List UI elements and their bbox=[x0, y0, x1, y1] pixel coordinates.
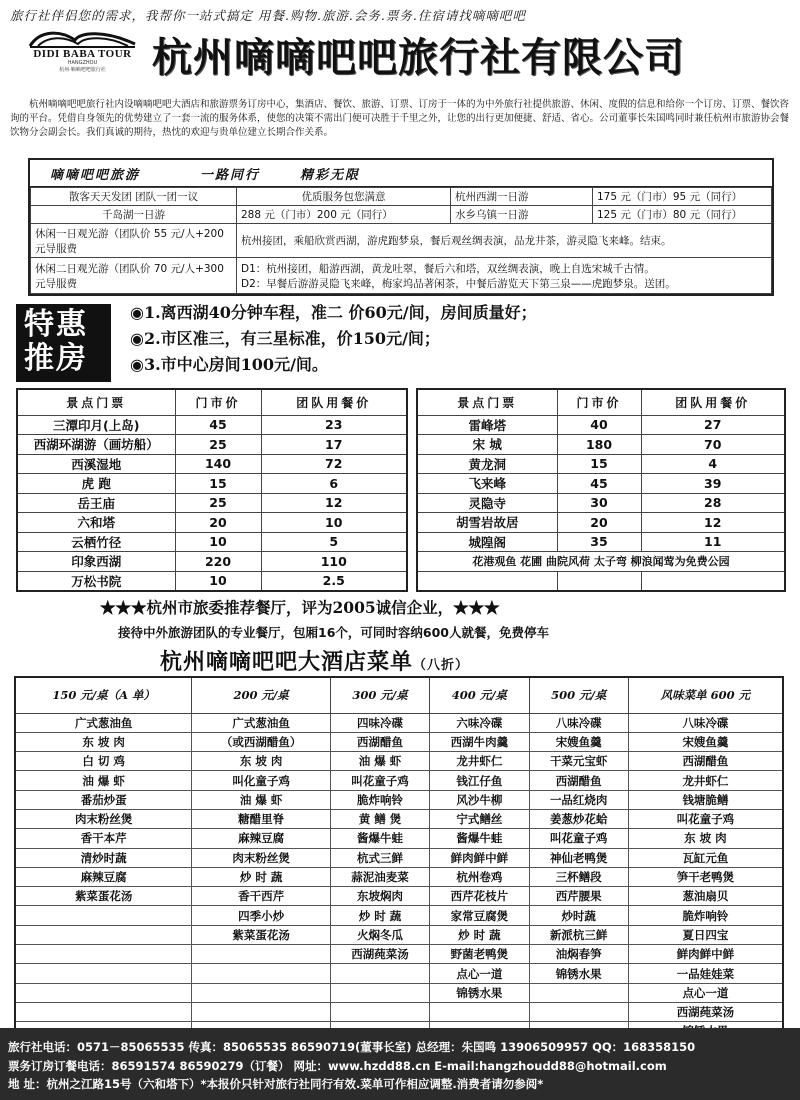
table-row bbox=[31, 258, 772, 294]
special-item: ◉1.离西湖40分钟车程，准二 价60元/间，房间质量好； bbox=[130, 303, 537, 322]
menu-item: 酱爆牛蛙 bbox=[330, 829, 429, 848]
menu-item bbox=[529, 1002, 628, 1021]
tours-cell: 288 元（门市）200 元（同行） bbox=[237, 206, 451, 224]
tagline: 旅行社伴侣您的需求，我帮你一站式搞定 用餐.购物.旅游.会务.票务.住宿请找嘀嘀吧吧 bbox=[10, 8, 526, 23]
menu-item: 点心一道 bbox=[628, 983, 783, 1002]
table-row bbox=[15, 790, 783, 809]
menu-item: 六味冷碟 bbox=[430, 713, 529, 732]
menu-title-text: 杭州嘀嘀吧吧大酒店菜单 bbox=[160, 649, 414, 675]
table-row bbox=[17, 552, 407, 572]
tours-header bbox=[30, 160, 772, 187]
price-cell-name: 宋 城 bbox=[417, 435, 557, 455]
restaurant-subline: 接待中外旅游团队的专业餐厅，包厢16个，可同时容纳600人就餐，免费停车 bbox=[118, 625, 549, 640]
col-header-spot: 景点门票 bbox=[17, 389, 175, 415]
price-cell-gate: 25 bbox=[175, 435, 261, 455]
price-cell-group: 2.5 bbox=[261, 571, 407, 591]
tours-cell bbox=[237, 258, 772, 294]
price-cell-group: 5 bbox=[261, 532, 407, 552]
menu-item: 酱爆牛蛙 bbox=[430, 829, 529, 848]
menu-item: 紫菜蛋花汤 bbox=[192, 925, 330, 944]
menu-item: 四季小炒 bbox=[192, 906, 330, 925]
menu-item bbox=[330, 983, 429, 1002]
table-row bbox=[15, 1002, 783, 1021]
menu-col-header: 200 元/桌 bbox=[192, 677, 330, 713]
tours-cell: 杭州接团，乘船欣赏西湖，游虎跑梦泉，餐后观丝绸表演，品龙井茶，游灵隐飞来峰。结束。 bbox=[237, 224, 772, 258]
menu-col-header: 400 元/桌 bbox=[430, 677, 529, 713]
special-offer-badge bbox=[16, 304, 111, 382]
menu-item: 龙井虾仁 bbox=[628, 771, 783, 790]
menu-item: 夏日四宝 bbox=[628, 925, 783, 944]
table-row bbox=[417, 513, 785, 533]
table-row bbox=[17, 454, 407, 474]
tours-grid bbox=[30, 187, 772, 294]
col-header-group: 团队用餐价 bbox=[641, 389, 785, 415]
company-logo bbox=[20, 28, 145, 80]
menu-item: 油焖春笋 bbox=[529, 945, 628, 964]
menu-item: 西湖莼菜汤 bbox=[330, 945, 429, 964]
price-cell-name: 雷峰塔 bbox=[417, 415, 557, 435]
menu-item bbox=[529, 983, 628, 1002]
tours-cell: 散客天天发团 团队一团一议 bbox=[31, 188, 237, 206]
table-row bbox=[15, 887, 783, 906]
menu-item: 火焖冬瓜 bbox=[330, 925, 429, 944]
empty-cell bbox=[641, 571, 785, 591]
footer-contact bbox=[0, 1028, 800, 1100]
menu-item: 东 坡 肉 bbox=[628, 829, 783, 848]
menu-item: 东 坡 肉 bbox=[192, 752, 330, 771]
col-header-gate: 门市价 bbox=[557, 389, 641, 415]
menu-item: 东 坡 肉 bbox=[15, 732, 192, 751]
table-row bbox=[417, 454, 785, 474]
menu-item: 杭州卷鸡 bbox=[430, 867, 529, 886]
ticket-price-table-left bbox=[16, 388, 408, 592]
price-cell-gate: 15 bbox=[175, 474, 261, 494]
menu-item: 风沙牛柳 bbox=[430, 790, 529, 809]
special-item: ◉3.市中心房间100元/间。 bbox=[130, 355, 328, 374]
col-header-spot: 景点门票 bbox=[417, 389, 557, 415]
table-row bbox=[17, 474, 407, 494]
table-row bbox=[15, 771, 783, 790]
menu-item: 叫花童子鸡 bbox=[628, 809, 783, 828]
menu-item: 西芹花枝片 bbox=[430, 887, 529, 906]
menu-item: 香干本芹 bbox=[15, 829, 192, 848]
table-row bbox=[15, 809, 783, 828]
price-cell-name: 飞来峰 bbox=[417, 474, 557, 494]
price-cell-gate: 40 bbox=[557, 415, 641, 435]
logo-tiny: 杭州·嘀嘀吧吧旅行社 bbox=[59, 67, 106, 73]
table-row bbox=[417, 552, 785, 572]
price-cell-gate: 140 bbox=[175, 454, 261, 474]
menu-item: 新派杭三鲜 bbox=[529, 925, 628, 944]
table-row bbox=[15, 713, 783, 732]
price-cell-group: 70 bbox=[641, 435, 785, 455]
tours-table bbox=[28, 158, 774, 296]
menu-item: 番茄炒蛋 bbox=[15, 790, 192, 809]
price-cell-group: 12 bbox=[261, 493, 407, 513]
menu-item: 叫花童子鸡 bbox=[529, 829, 628, 848]
table-row bbox=[17, 571, 407, 591]
price-cell-gate: 45 bbox=[175, 415, 261, 435]
menu-item: 锦锈水果 bbox=[430, 983, 529, 1002]
menu-item: 西湖莼菜汤 bbox=[628, 1002, 783, 1021]
table-row bbox=[17, 415, 407, 435]
table-row bbox=[17, 493, 407, 513]
menu-item: 炒时蔬 bbox=[529, 906, 628, 925]
menu-item: 点心一道 bbox=[430, 964, 529, 983]
price-cell-name: 印象西湖 bbox=[17, 552, 175, 572]
menu-item: 家常豆腐煲 bbox=[430, 906, 529, 925]
tours-cell: 杭州西湖一日游 bbox=[451, 188, 593, 206]
menu-item: 一品红烧肉 bbox=[529, 790, 628, 809]
menu-col-header: 150 元/桌（A 单） bbox=[15, 677, 192, 713]
price-cell-name: 六和塔 bbox=[17, 513, 175, 533]
menu-item: 八味冷碟 bbox=[628, 713, 783, 732]
table-row bbox=[15, 732, 783, 751]
special-item: ◉2.市区准三，有三星标准，价150元/间； bbox=[130, 329, 440, 348]
menu-item: 一品娃娃菜 bbox=[628, 964, 783, 983]
restaurant-headline: ★★★杭州市旅委推荐餐厅，评为2005诚信企业，★★★ bbox=[100, 598, 500, 617]
special-offer-list bbox=[130, 300, 790, 378]
price-cell-group: 17 bbox=[261, 435, 407, 455]
menu-item bbox=[192, 945, 330, 964]
menu-item bbox=[192, 964, 330, 983]
menu-item: 姜葱炒花蛤 bbox=[529, 809, 628, 828]
menu-discount: （八折） bbox=[413, 658, 470, 673]
menu-item: 油 爆 虾 bbox=[330, 752, 429, 771]
free-park-note: 花港观鱼 花圃 曲院风荷 太子弯 柳浪闻莺为免费公园 bbox=[417, 552, 785, 572]
tours-cell: 175 元（门市）95 元（同行） bbox=[593, 188, 772, 206]
table-row bbox=[417, 415, 785, 435]
menu-item: 炒 时 蔬 bbox=[430, 925, 529, 944]
menu-item: 叫化童子鸡 bbox=[192, 771, 330, 790]
table-row bbox=[15, 925, 783, 944]
price-cell-gate: 30 bbox=[557, 493, 641, 513]
menu-col-header: 500 元/桌 bbox=[529, 677, 628, 713]
tours-cell: 休闲二日观光游（团队价 70 元/人+300 元导服费 bbox=[31, 258, 237, 294]
price-cell-group: 10 bbox=[261, 513, 407, 533]
menu-item: 蒜泥油麦菜 bbox=[330, 867, 429, 886]
footer-line: 地 址：杭州之江路15号（六和塔下）*本报价只针对旅行社同行有效.菜单可作相应调整.消费者请勿参阅* bbox=[8, 1077, 544, 1091]
menu-item: 油 爆 虾 bbox=[15, 771, 192, 790]
menu-item: 宋嫂鱼羹 bbox=[628, 732, 783, 751]
col-header-gate: 门市价 bbox=[175, 389, 261, 415]
tours-desc-line: D2：早餐后游游灵隐飞来峰，梅家坞品著闲茶，中餐后游览天下第三泉——虎跑梦泉。送团。 bbox=[241, 277, 676, 290]
menu-item bbox=[15, 945, 192, 964]
tours-header-a: 嘀嘀吧吧旅游 bbox=[50, 167, 141, 183]
menu-item: 肉末粉丝煲 bbox=[15, 809, 192, 828]
price-cell-group: 72 bbox=[261, 454, 407, 474]
menu-item: （或西湖醋鱼） bbox=[192, 732, 330, 751]
tours-header-b: 一路同行 bbox=[200, 167, 261, 183]
menu-item: 锦锈水果 bbox=[529, 964, 628, 983]
menu-item: 叫花童子鸡 bbox=[330, 771, 429, 790]
menu-item bbox=[15, 925, 192, 944]
menu-item bbox=[15, 964, 192, 983]
menu-item: 神仙老鸭煲 bbox=[529, 848, 628, 867]
table-row bbox=[417, 532, 785, 552]
menu-table bbox=[14, 676, 784, 1042]
table-header-row bbox=[15, 677, 783, 713]
price-cell-group: 27 bbox=[641, 415, 785, 435]
table-row bbox=[31, 188, 772, 206]
menu-item: 四味冷碟 bbox=[330, 713, 429, 732]
table-row bbox=[15, 829, 783, 848]
menu-item: 龙井虾仁 bbox=[430, 752, 529, 771]
menu-item: 钱塘脆鳝 bbox=[628, 790, 783, 809]
menu-item bbox=[330, 1002, 429, 1021]
menu-item: 三杯鳝段 bbox=[529, 867, 628, 886]
footer-line: 旅行社电话：0571－85065535 传真：85065535 86590719(董事长室) 总经理：朱国鸣 13906509957 QQ：168358150 bbox=[8, 1040, 696, 1054]
menu-item: 干菜元宝虾 bbox=[529, 752, 628, 771]
price-cell-group: 11 bbox=[641, 532, 785, 552]
menu-item bbox=[192, 983, 330, 1002]
menu-item: 东坡焖肉 bbox=[330, 887, 429, 906]
price-cell-gate: 25 bbox=[175, 493, 261, 513]
table-row bbox=[417, 474, 785, 494]
price-cell-name: 万松书院 bbox=[17, 571, 175, 591]
price-cell-name: 西湖环湖游（画坊船） bbox=[17, 435, 175, 455]
price-cell-name: 三潭印月(上岛) bbox=[17, 415, 175, 435]
menu-item: 炒 时 蔬 bbox=[192, 867, 330, 886]
table-row bbox=[31, 224, 772, 258]
table-row bbox=[15, 848, 783, 867]
menu-item: 紫菜蛋花汤 bbox=[15, 887, 192, 906]
tours-header-c: 精彩无限 bbox=[300, 167, 361, 183]
menu-col-header: 300 元/桌 bbox=[330, 677, 429, 713]
menu-item: 清炒时蔬 bbox=[15, 848, 192, 867]
menu-item bbox=[330, 964, 429, 983]
table-row bbox=[15, 964, 783, 983]
table-row bbox=[417, 571, 785, 591]
menu-item: 笋干老鸭煲 bbox=[628, 867, 783, 886]
special-badge-line: 推房 bbox=[24, 341, 88, 376]
menu-item bbox=[15, 983, 192, 1002]
logo-text: DIDI BABA TOUR bbox=[33, 48, 132, 60]
intro-paragraph: 杭州嘀嘀吧吧旅行社内设嘀嘀吧吧大酒店和旅游票务订房中心，集酒店、餐饮、旅游、订票、订房于一体的为中外旅行社提供旅游、休闲、度假的信息和给你一个订房、订票、餐饮咨询的平台。凭借自身领先的优势建立了一套一流的服务体系，使您的决策不需出门便可决胜于千里之外，让您的出行更加便捷、舒适、省心。公司董事长朱国鸣同时兼任杭州市旅游协会餐饮物分会副会长。我们真诚的期待，热忱的欢迎与贵单位建立长期合作关系。 bbox=[10, 99, 790, 138]
tours-cell: 水乡乌镇一日游 bbox=[451, 206, 593, 224]
menu-item: 宁式鳝丝 bbox=[430, 809, 529, 828]
menu-item: 广式葱油鱼 bbox=[192, 713, 330, 732]
table-row bbox=[15, 867, 783, 886]
menu-item bbox=[430, 1002, 529, 1021]
price-cell-group: 28 bbox=[641, 493, 785, 513]
tours-cell: 千岛湖一日游 bbox=[31, 206, 237, 224]
table-row bbox=[417, 493, 785, 513]
table-header-row bbox=[417, 389, 785, 415]
tours-cell: 优质服务包您满意 bbox=[237, 188, 451, 206]
table-row bbox=[31, 206, 772, 224]
price-cell-name: 灵隐寺 bbox=[417, 493, 557, 513]
price-cell-gate: 15 bbox=[557, 454, 641, 474]
menu-item: 糖醋里脊 bbox=[192, 809, 330, 828]
price-cell-group: 6 bbox=[261, 474, 407, 494]
menu-item: 瓦缸元鱼 bbox=[628, 848, 783, 867]
tours-cell: 休闲一日观光游（团队价 55 元/人+200 元导服费 bbox=[31, 224, 237, 258]
menu-item: 脆炸响铃 bbox=[330, 790, 429, 809]
price-cell-gate: 20 bbox=[557, 513, 641, 533]
price-cell-name: 岳王庙 bbox=[17, 493, 175, 513]
price-cell-name: 虎 跑 bbox=[17, 474, 175, 494]
menu-title bbox=[160, 645, 660, 676]
price-cell-gate: 180 bbox=[557, 435, 641, 455]
menu-item: 广式葱油鱼 bbox=[15, 713, 192, 732]
price-cell-group: 23 bbox=[261, 415, 407, 435]
price-cell-gate: 220 bbox=[175, 552, 261, 572]
price-cell-name: 云栖竹径 bbox=[17, 532, 175, 552]
table-row bbox=[15, 906, 783, 925]
col-header-group: 团队用餐价 bbox=[261, 389, 407, 415]
menu-item: 白 切 鸡 bbox=[15, 752, 192, 771]
tours-desc-line: D1：杭州接团，船游西湖，黄龙吐翠，餐后六和塔，双丝绸表演，晚上自选宋城千古情。 bbox=[241, 262, 655, 275]
menu-item: 西湖醋鱼 bbox=[628, 752, 783, 771]
menu-item: 油 爆 虾 bbox=[192, 790, 330, 809]
menu-item: 葱油扇贝 bbox=[628, 887, 783, 906]
price-cell-name: 胡雪岩故居 bbox=[417, 513, 557, 533]
menu-item: 黄 鳝 煲 bbox=[330, 809, 429, 828]
price-cell-group: 39 bbox=[641, 474, 785, 494]
menu-item: 鲜肉鲜中鲜 bbox=[430, 848, 529, 867]
price-cell-group: 4 bbox=[641, 454, 785, 474]
logo-sub: HANGZHOU bbox=[67, 60, 98, 66]
menu-item: 麻辣豆腐 bbox=[192, 829, 330, 848]
menu-item: 西湖醋鱼 bbox=[330, 732, 429, 751]
ticket-price-table-right bbox=[416, 388, 786, 592]
price-cell-group: 110 bbox=[261, 552, 407, 572]
empty-cell bbox=[417, 571, 557, 591]
menu-col-header: 风味菜单 600 元 bbox=[628, 677, 783, 713]
price-cell-name: 城隍阁 bbox=[417, 532, 557, 552]
table-row bbox=[15, 983, 783, 1002]
menu-item: 西湖醋鱼 bbox=[529, 771, 628, 790]
table-row bbox=[15, 945, 783, 964]
menu-item: 炒 时 蔬 bbox=[330, 906, 429, 925]
menu-item: 西芹腰果 bbox=[529, 887, 628, 906]
table-row bbox=[17, 513, 407, 533]
car-logo-icon bbox=[20, 28, 145, 50]
price-cell-name: 黄龙洞 bbox=[417, 454, 557, 474]
menu-item: 野菌老鸭煲 bbox=[430, 945, 529, 964]
price-cell-name: 西溪湿地 bbox=[17, 454, 175, 474]
empty-cell bbox=[557, 571, 641, 591]
menu-item: 鲜肉鲜中鲜 bbox=[628, 945, 783, 964]
tours-cell: 125 元（门市）80 元（同行） bbox=[593, 206, 772, 224]
price-cell-gate: 10 bbox=[175, 532, 261, 552]
menu-item: 西湖牛肉羹 bbox=[430, 732, 529, 751]
company-title: 杭州嘀嘀吧吧旅行社有限公司 bbox=[152, 34, 685, 81]
price-cell-gate: 35 bbox=[557, 532, 641, 552]
menu-item bbox=[15, 1002, 192, 1021]
menu-item: 脆炸响铃 bbox=[628, 906, 783, 925]
footer-line: 票务订房订餐电话：86591574 86590279（订餐） 网址：www.hzdd88.cn E-mail:hangzhoudd88@hotmail.com bbox=[8, 1058, 667, 1073]
table-row bbox=[417, 435, 785, 455]
table-row bbox=[17, 532, 407, 552]
menu-item: 八味冷碟 bbox=[529, 713, 628, 732]
menu-item: 宋嫂鱼羹 bbox=[529, 732, 628, 751]
menu-item bbox=[192, 1002, 330, 1021]
menu-item: 麻辣豆腐 bbox=[15, 867, 192, 886]
price-cell-gate: 20 bbox=[175, 513, 261, 533]
menu-item: 肉末粉丝煲 bbox=[192, 848, 330, 867]
table-row bbox=[17, 435, 407, 455]
menu-item: 钱江仔鱼 bbox=[430, 771, 529, 790]
menu-item: 香干西芹 bbox=[192, 887, 330, 906]
price-cell-gate: 45 bbox=[557, 474, 641, 494]
special-badge-line: 特惠 bbox=[24, 307, 88, 342]
table-row bbox=[15, 752, 783, 771]
menu-item: 杭式三鲜 bbox=[330, 848, 429, 867]
price-cell-group: 12 bbox=[641, 513, 785, 533]
menu-item bbox=[15, 906, 192, 925]
price-cell-gate: 10 bbox=[175, 571, 261, 591]
table-header-row bbox=[17, 389, 407, 415]
